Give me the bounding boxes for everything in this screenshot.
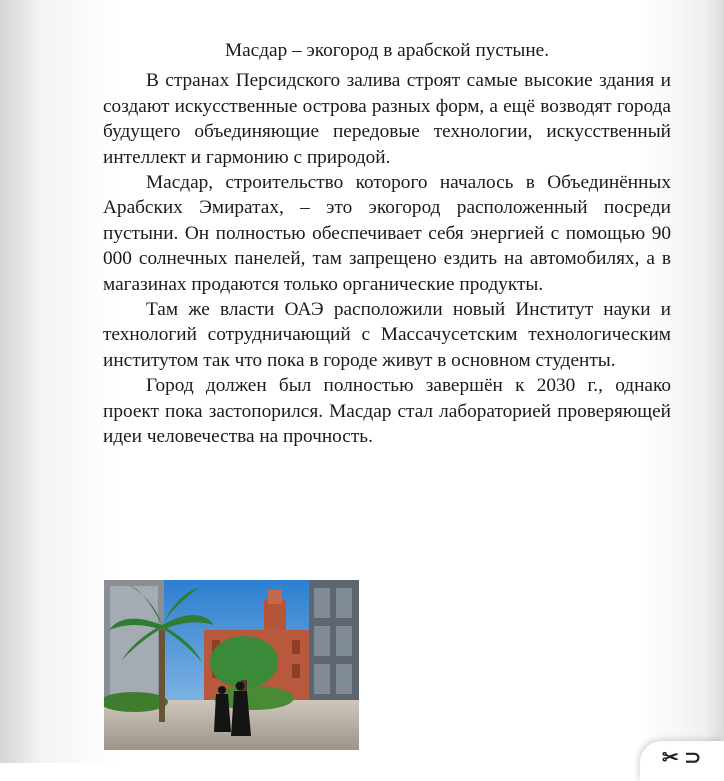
masdar-street-photo (104, 580, 359, 750)
document-title: Масдар – экогород в арабской пустыне. (224, 40, 550, 61)
paragraph-1: В странах Персидского залива строят самые высокие здания и создают искусственные острова разных форм, а ещё возводят города будущего объединяющие передовые технологии, искусственный интеллект и гармонию с природой. (103, 70, 671, 168)
document-body (103, 38, 671, 450)
paragraph-3: Там же власти ОАЭ расположили новый Институт науки и технологий сотрудничающий с Массачусетским технологическим институтом так что пока в городе живут в основном студенты. (103, 299, 671, 371)
page-curl-icon: ✂ ⊃ (640, 741, 724, 781)
paragraph-2: Масдар, строительство которого началось в Объединённых Арабских Эмиратах, – это экогород расположенный посреди пустыни. Он полностью обеспечивает себя энергией с помощью 90 000 солнечных панелей, там запрещено ездить на автомобилях, а в магазинах продаются только органические продукты. (103, 172, 671, 295)
paragraph-4: Город должен был полностью завершён к 2030 г., однако проект пока застопорился. Масдар стал лабораторией проверяющей идеи человечества на прочность. (103, 375, 671, 448)
